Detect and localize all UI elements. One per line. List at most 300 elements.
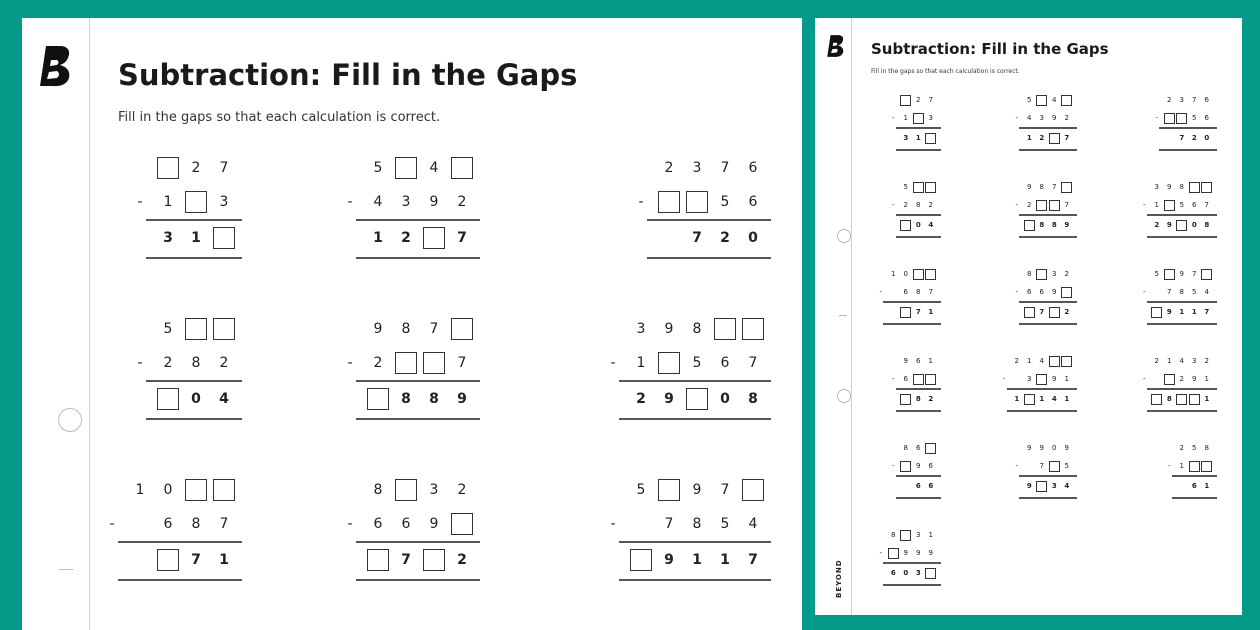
answer-gap-box[interactable] bbox=[1188, 178, 1201, 196]
digit: 1 bbox=[1064, 375, 1069, 383]
answer-gap-box[interactable] bbox=[1061, 178, 1074, 196]
minuend-row bbox=[900, 439, 938, 457]
digit: 8 bbox=[1179, 288, 1184, 296]
instructions: Fill in the gaps so that each calculation is correct. bbox=[871, 68, 1020, 75]
digit: 1 bbox=[928, 531, 933, 539]
digit: 8 bbox=[692, 516, 702, 532]
digit: 6 bbox=[748, 160, 758, 176]
digit: 3 bbox=[1052, 270, 1057, 278]
minuend-row bbox=[1176, 439, 1214, 457]
answer-row bbox=[364, 382, 476, 416]
digit: 8 bbox=[1179, 183, 1184, 191]
answer-gap-box[interactable] bbox=[1151, 390, 1164, 408]
answer-gap-box[interactable] bbox=[154, 151, 182, 185]
subtraction-problem bbox=[347, 473, 476, 579]
digit: 7 bbox=[1052, 183, 1057, 191]
digit: 1 bbox=[1179, 308, 1185, 316]
equals-line bbox=[1147, 388, 1218, 390]
answer-gap-box[interactable] bbox=[210, 312, 238, 346]
digit: 0 bbox=[1191, 221, 1197, 229]
digit: 2 bbox=[373, 355, 383, 371]
subtrahend-row bbox=[1011, 370, 1074, 388]
subtrahend-row bbox=[364, 346, 476, 380]
answer-gap-box[interactable] bbox=[655, 473, 683, 507]
digit: 9 bbox=[664, 321, 674, 337]
digit: 1 bbox=[1064, 395, 1070, 403]
digit bbox=[126, 507, 154, 541]
digit: 6 bbox=[373, 516, 383, 532]
digit: 4 bbox=[748, 516, 758, 532]
digit: 1 bbox=[915, 134, 921, 142]
digit: 2 bbox=[219, 355, 229, 371]
underline bbox=[896, 497, 942, 499]
answer-gap-box[interactable] bbox=[900, 390, 913, 408]
digit: 9 bbox=[1192, 375, 1197, 383]
digit: 3 bbox=[1179, 96, 1184, 104]
digit: 2 bbox=[1027, 201, 1032, 209]
answer-gap-box[interactable] bbox=[1061, 91, 1074, 109]
digit: 2 bbox=[1179, 375, 1184, 383]
answer-gap-box[interactable] bbox=[1023, 303, 1036, 321]
answer-gap-box[interactable] bbox=[364, 382, 392, 416]
subtraction-problem bbox=[891, 352, 938, 410]
answer-gap-box[interactable] bbox=[1151, 303, 1164, 321]
underline bbox=[896, 410, 942, 412]
subtrahend-row bbox=[1023, 457, 1073, 475]
digit: 6 bbox=[720, 355, 730, 371]
digit: 2 bbox=[1064, 114, 1069, 122]
digit: 1 bbox=[219, 552, 229, 568]
answer-gap-box[interactable] bbox=[1036, 370, 1049, 388]
digit: 8 bbox=[692, 321, 702, 337]
digit: 2 bbox=[664, 160, 674, 176]
digit: 2 bbox=[636, 391, 646, 407]
subtraction-problem bbox=[1142, 178, 1214, 236]
answer-gap-box[interactable] bbox=[364, 543, 392, 577]
digit bbox=[627, 507, 655, 541]
digit: 7 bbox=[720, 160, 730, 176]
digit: 8 bbox=[1204, 221, 1210, 229]
answer-gap-box[interactable] bbox=[420, 346, 448, 380]
digit: 4 bbox=[1039, 357, 1044, 365]
digit: 5 bbox=[1027, 96, 1032, 104]
underline bbox=[1172, 497, 1218, 499]
subtraction-problem bbox=[1142, 265, 1214, 323]
digit: 9 bbox=[903, 357, 908, 365]
subtrahend-row bbox=[900, 370, 938, 388]
underline bbox=[118, 579, 242, 581]
answer-gap-box[interactable] bbox=[1188, 457, 1201, 475]
answer-gap-box[interactable] bbox=[1201, 178, 1214, 196]
answer-gap-box[interactable] bbox=[925, 564, 938, 582]
subtrahend-row bbox=[1151, 370, 1214, 388]
digit: 9 bbox=[916, 462, 921, 470]
digit: 8 bbox=[373, 482, 383, 498]
answer-gap-box[interactable] bbox=[1023, 216, 1036, 234]
digit: 8 bbox=[191, 355, 201, 371]
minus-sign: - bbox=[638, 194, 644, 210]
answer-gap-box[interactable] bbox=[900, 526, 913, 544]
minus-sign: - bbox=[109, 516, 115, 532]
digit: 6 bbox=[163, 516, 173, 532]
minuend-row bbox=[1023, 265, 1073, 283]
digit: 5 bbox=[636, 482, 646, 498]
digit: 8 bbox=[1204, 444, 1209, 452]
digit: 2 bbox=[1014, 357, 1019, 365]
answer-gap-box[interactable] bbox=[1163, 370, 1176, 388]
minuend-row bbox=[1023, 91, 1073, 109]
subtraction-problem bbox=[638, 151, 767, 257]
digit: 7 bbox=[748, 552, 758, 568]
subtraction-problem bbox=[891, 439, 938, 497]
answer-gap-box[interactable] bbox=[1023, 390, 1036, 408]
digit: 6 bbox=[1192, 201, 1197, 209]
digit: 4 bbox=[429, 160, 439, 176]
answer-row bbox=[154, 382, 238, 416]
answer-gap-box[interactable] bbox=[448, 151, 476, 185]
digit: 6 bbox=[903, 375, 908, 383]
digit: 8 bbox=[903, 444, 908, 452]
answer-gap-box[interactable] bbox=[1048, 129, 1061, 147]
digit: 0 bbox=[720, 391, 730, 407]
answer-gap-box[interactable] bbox=[912, 178, 925, 196]
minus-sign: - bbox=[1142, 201, 1146, 209]
digit bbox=[887, 303, 900, 321]
subtrahend-row bbox=[154, 346, 238, 380]
digit: 9 bbox=[1064, 221, 1070, 229]
digit: 7 bbox=[1064, 134, 1070, 142]
subtraction-problem bbox=[1155, 91, 1213, 149]
digit: 8 bbox=[916, 201, 921, 209]
digit: 2 bbox=[191, 160, 201, 176]
subtrahend-row bbox=[900, 109, 938, 127]
digit: 9 bbox=[903, 549, 908, 557]
digit: 2 bbox=[163, 355, 173, 371]
digit: 2 bbox=[1204, 357, 1209, 365]
answer-gap-box[interactable] bbox=[1048, 303, 1061, 321]
subtraction-problem bbox=[1167, 439, 1214, 497]
answer-row bbox=[1151, 303, 1214, 321]
answer-gap-box[interactable] bbox=[683, 382, 711, 416]
digit: 7 bbox=[928, 96, 933, 104]
subtrahend-row bbox=[1023, 196, 1073, 214]
digit: 7 bbox=[401, 552, 411, 568]
digit: 1 bbox=[720, 552, 730, 568]
answer-gap-box[interactable] bbox=[655, 346, 683, 380]
digit: 2 bbox=[928, 395, 934, 403]
digit: 8 bbox=[1051, 221, 1057, 229]
minuend-row bbox=[900, 178, 938, 196]
minus-sign: - bbox=[891, 462, 895, 470]
digit: 8 bbox=[191, 516, 201, 532]
digit: 5 bbox=[1192, 288, 1197, 296]
answer-gap-box[interactable] bbox=[912, 109, 925, 127]
equals-line bbox=[1172, 475, 1218, 477]
equals-line bbox=[1019, 214, 1077, 216]
brand-label: BEYOND bbox=[835, 559, 843, 598]
answer-gap-box[interactable] bbox=[1176, 390, 1189, 408]
answer-gap-box[interactable] bbox=[1036, 477, 1049, 495]
digit: 9 bbox=[664, 552, 674, 568]
digit: 7 bbox=[219, 160, 229, 176]
answer-gap-box[interactable] bbox=[1048, 196, 1061, 214]
minuend-row bbox=[1023, 439, 1073, 457]
digit: 3 bbox=[1192, 357, 1197, 365]
answer-gap-box[interactable] bbox=[1061, 352, 1074, 370]
digit: 1 bbox=[163, 194, 173, 210]
equals-line bbox=[356, 219, 480, 221]
digit: 0 bbox=[163, 482, 173, 498]
equals-line bbox=[883, 301, 941, 303]
digit: 6 bbox=[916, 444, 921, 452]
digit: 8 bbox=[429, 391, 439, 407]
digit: 2 bbox=[457, 552, 467, 568]
underline bbox=[619, 418, 771, 420]
digit: 1 bbox=[135, 482, 145, 498]
underline bbox=[1019, 497, 1077, 499]
equals-line bbox=[146, 219, 242, 221]
answer-gap-box[interactable] bbox=[925, 439, 938, 457]
answer-gap-box[interactable] bbox=[448, 312, 476, 346]
answer-gap-box[interactable] bbox=[448, 507, 476, 541]
answer-gap-box[interactable] bbox=[711, 312, 739, 346]
answer-gap-box[interactable] bbox=[900, 303, 913, 321]
answer-gap-box[interactable] bbox=[154, 543, 182, 577]
answer-gap-box[interactable] bbox=[1048, 457, 1061, 475]
equals-line bbox=[1147, 214, 1218, 216]
digit: 3 bbox=[692, 160, 702, 176]
answer-row bbox=[1151, 390, 1214, 408]
answer-gap-box[interactable] bbox=[420, 221, 448, 255]
subtrahend-row bbox=[1176, 457, 1214, 475]
digit: 2 bbox=[720, 230, 730, 246]
digit: 9 bbox=[928, 549, 933, 557]
answer-gap-box[interactable] bbox=[655, 185, 683, 219]
digit bbox=[1011, 370, 1024, 388]
equals-line bbox=[1019, 301, 1077, 303]
answer-row bbox=[627, 543, 767, 577]
underline bbox=[1019, 236, 1077, 238]
margin-line bbox=[89, 18, 90, 630]
subtrahend-row bbox=[627, 346, 767, 380]
digit: 7 bbox=[720, 482, 730, 498]
answer-gap-box[interactable] bbox=[1201, 457, 1214, 475]
minuend-row bbox=[900, 352, 938, 370]
answer-gap-box[interactable] bbox=[392, 346, 420, 380]
answer-gap-box[interactable] bbox=[900, 457, 913, 475]
equals-line bbox=[896, 214, 942, 216]
digit: 9 bbox=[1166, 308, 1172, 316]
minuend-row bbox=[1151, 352, 1214, 370]
digit: 5 bbox=[373, 160, 383, 176]
answer-gap-box[interactable] bbox=[912, 265, 925, 283]
digit: 4 bbox=[373, 194, 383, 210]
minuend-row bbox=[887, 526, 937, 544]
answer-gap-box[interactable] bbox=[210, 473, 238, 507]
minuend-row bbox=[627, 473, 767, 507]
digit: 4 bbox=[1179, 357, 1184, 365]
subtraction-problem bbox=[1015, 439, 1073, 497]
minuend-row bbox=[126, 473, 238, 507]
digit: 7 bbox=[928, 288, 933, 296]
digit bbox=[1151, 283, 1164, 301]
answer-gap-box[interactable] bbox=[900, 91, 913, 109]
answer-gap-box[interactable] bbox=[182, 312, 210, 346]
worksheet-page-small bbox=[815, 18, 1242, 615]
subtrahend-row bbox=[364, 185, 476, 219]
answer-gap-box[interactable] bbox=[154, 382, 182, 416]
digit: 7 bbox=[664, 516, 674, 532]
digit: 5 bbox=[163, 321, 173, 337]
digit: 7 bbox=[1167, 288, 1172, 296]
answer-gap-box[interactable] bbox=[627, 543, 655, 577]
answer-gap-box[interactable] bbox=[912, 370, 925, 388]
answer-gap-box[interactable] bbox=[1061, 283, 1074, 301]
digit: 9 bbox=[1026, 482, 1032, 490]
subtraction-problem bbox=[1002, 352, 1074, 410]
minus-sign: - bbox=[891, 201, 895, 209]
answer-gap-box[interactable] bbox=[1163, 265, 1176, 283]
answer-gap-box[interactable] bbox=[925, 370, 938, 388]
answer-gap-box[interactable] bbox=[210, 221, 238, 255]
answer-gap-box[interactable] bbox=[1048, 352, 1061, 370]
answer-gap-box[interactable] bbox=[392, 151, 420, 185]
minus-sign: - bbox=[610, 516, 616, 532]
underline bbox=[896, 236, 942, 238]
minus-sign: - bbox=[1167, 462, 1171, 470]
answer-gap-box[interactable] bbox=[1163, 109, 1176, 127]
minus-sign: - bbox=[610, 355, 616, 371]
digit: 1 bbox=[1154, 201, 1159, 209]
digit: 2 bbox=[1064, 308, 1070, 316]
page-title: Subtraction: Fill in the Gaps bbox=[871, 40, 1109, 58]
digit: 1 bbox=[373, 230, 383, 246]
answer-gap-box[interactable] bbox=[1188, 390, 1201, 408]
digit bbox=[126, 543, 154, 577]
answer-gap-box[interactable] bbox=[182, 185, 210, 219]
answer-gap-box[interactable] bbox=[1036, 265, 1049, 283]
digit: 1 bbox=[636, 355, 646, 371]
minus-sign: - bbox=[1015, 114, 1019, 122]
digit: 7 bbox=[1192, 270, 1197, 278]
digit: 1 bbox=[928, 308, 934, 316]
subtraction-problem bbox=[879, 265, 937, 323]
answer-gap-box[interactable] bbox=[182, 473, 210, 507]
answer-gap-box[interactable] bbox=[900, 216, 913, 234]
answer-gap-box[interactable] bbox=[887, 544, 900, 562]
answer-gap-box[interactable] bbox=[1163, 196, 1176, 214]
digit: 7 bbox=[692, 230, 702, 246]
minus-sign: - bbox=[1015, 201, 1019, 209]
subtraction-problem bbox=[1015, 178, 1073, 236]
digit: 2 bbox=[928, 201, 933, 209]
answer-gap-box[interactable] bbox=[1176, 109, 1189, 127]
digit: 6 bbox=[890, 569, 896, 577]
digit: 2 bbox=[401, 230, 411, 246]
digit: 1 bbox=[1204, 375, 1209, 383]
digit bbox=[1163, 129, 1176, 147]
underline bbox=[1007, 410, 1078, 412]
digit bbox=[900, 477, 913, 495]
minuend-row bbox=[154, 151, 238, 185]
answer-gap-box[interactable] bbox=[739, 312, 767, 346]
digit: 9 bbox=[1052, 375, 1057, 383]
minuend-row bbox=[1163, 91, 1213, 109]
page-title: Subtraction: Fill in the Gaps bbox=[118, 58, 578, 92]
digit: 9 bbox=[1166, 221, 1172, 229]
answer-gap-box[interactable] bbox=[1176, 216, 1189, 234]
answer-gap-box[interactable] bbox=[925, 178, 938, 196]
digit: 6 bbox=[928, 482, 934, 490]
subtrahend-row bbox=[627, 507, 767, 541]
digit: 6 bbox=[1191, 482, 1197, 490]
digit: 6 bbox=[903, 288, 908, 296]
digit: 7 bbox=[457, 355, 467, 371]
underline bbox=[356, 257, 480, 259]
answer-gap-box[interactable] bbox=[739, 473, 767, 507]
minus-sign: - bbox=[1015, 288, 1019, 296]
digit: 2 bbox=[1064, 270, 1069, 278]
subtrahend-row bbox=[1163, 109, 1213, 127]
subtraction-problem bbox=[610, 473, 767, 579]
answer-gap-box[interactable] bbox=[1036, 196, 1049, 214]
subtraction-problem bbox=[347, 151, 476, 257]
subtraction-problem bbox=[891, 178, 938, 236]
subtrahend-row bbox=[1151, 283, 1214, 301]
digit: 2 bbox=[903, 201, 908, 209]
minuend-row bbox=[364, 312, 476, 346]
answer-gap-box[interactable] bbox=[420, 543, 448, 577]
digit: 6 bbox=[916, 357, 921, 365]
equals-line bbox=[647, 219, 771, 221]
digit: 2 bbox=[1039, 134, 1045, 142]
minuend-row bbox=[154, 312, 238, 346]
digit: 2 bbox=[1154, 221, 1160, 229]
digit: 6 bbox=[748, 194, 758, 210]
digit: 1 bbox=[1039, 395, 1045, 403]
digit: 5 bbox=[692, 355, 702, 371]
subtrahend-row bbox=[1023, 109, 1073, 127]
answer-gap-box[interactable] bbox=[1201, 265, 1214, 283]
digit: 7 bbox=[1039, 462, 1044, 470]
digit bbox=[655, 221, 683, 255]
answer-row bbox=[900, 477, 938, 495]
answer-row bbox=[887, 564, 937, 582]
answer-gap-box[interactable] bbox=[925, 265, 938, 283]
underline bbox=[619, 579, 771, 581]
answer-row bbox=[364, 221, 476, 255]
digit: 3 bbox=[1039, 114, 1044, 122]
subtrahend-row bbox=[1151, 196, 1214, 214]
underline bbox=[356, 418, 480, 420]
digit: 8 bbox=[1166, 395, 1172, 403]
minuend-row bbox=[1151, 265, 1214, 283]
answer-gap-box[interactable] bbox=[392, 473, 420, 507]
subtraction-problem bbox=[879, 526, 937, 584]
answer-gap-box[interactable] bbox=[1036, 91, 1049, 109]
answer-row bbox=[1023, 129, 1073, 147]
digit: 7 bbox=[915, 308, 921, 316]
equals-line bbox=[1007, 388, 1078, 390]
underline bbox=[1147, 236, 1218, 238]
digit: 2 bbox=[457, 194, 467, 210]
digit: 9 bbox=[1027, 183, 1032, 191]
minus-sign: - bbox=[347, 355, 353, 371]
answer-gap-box[interactable] bbox=[925, 129, 938, 147]
underline bbox=[1147, 323, 1218, 325]
punch-hole bbox=[58, 408, 82, 432]
answer-gap-box[interactable] bbox=[683, 185, 711, 219]
